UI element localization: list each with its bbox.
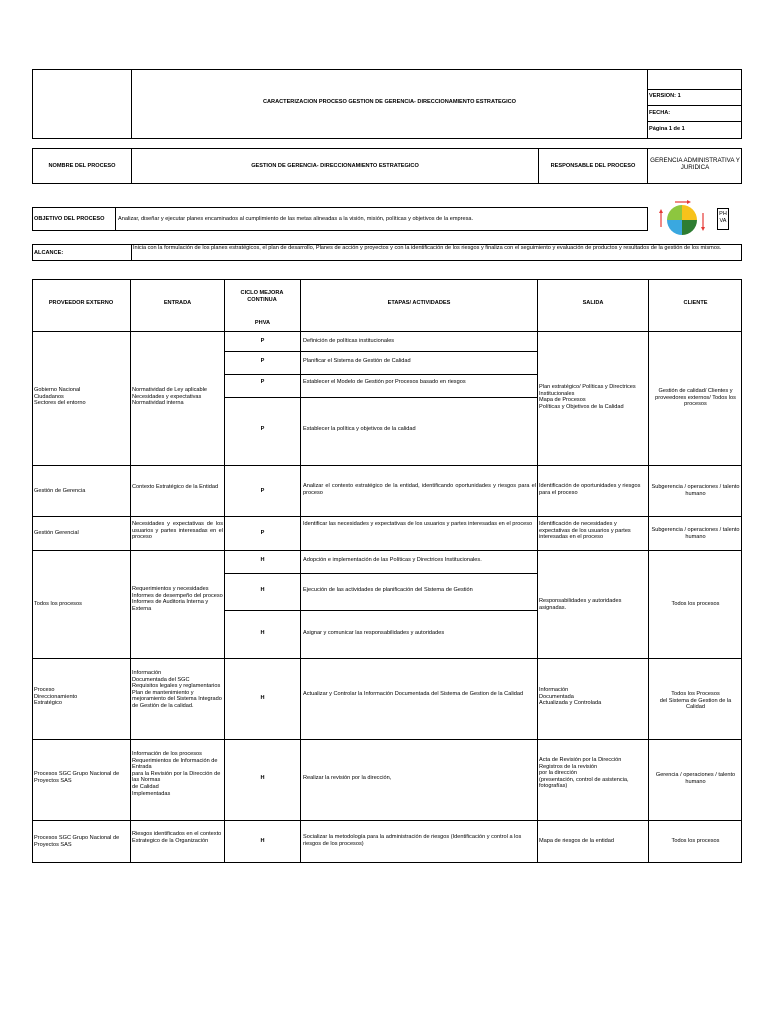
group-1-proveedor: Gobierno Nacional Ciudadanos Sectores del entorno — [34, 387, 86, 407]
group-7-entrada: Riesgos identificados en el contexto Estrategico de la Organización — [132, 831, 222, 844]
group-5-salida: Información Documentada Actualizada y Controlada — [539, 687, 602, 707]
group-3-salida: Identificación de necesidades y expectativas de los usuarios y partes interesadas en el proceso — [539, 521, 631, 541]
group-7-row-1-actividad: Socializar la metodología para la administración de riesgos (Identificación y control a los riesgos de los procesos) — [303, 834, 522, 847]
group-1-row-2-phva: P — [260, 358, 265, 364]
process-name-label: NOMBRE DEL PROCESO — [48, 163, 116, 169]
responsible-value: GERENCIA ADMINISTRATIVA Y JURIDICA — [650, 157, 740, 171]
fecha-label: FECHA: — [649, 110, 671, 116]
phva-cycle-graphic — [657, 199, 707, 241]
group-1-row-4-actividad: Establecer la política y objetivos de la calidad — [303, 426, 416, 432]
group-4-row-1-phva: H — [260, 557, 265, 563]
group-6-row-1-actividad: Realizar la revisión por la dirección, — [303, 775, 392, 781]
phva-box-text: PH VA — [719, 211, 727, 224]
group-1-row-1-actividad: Definición de políticas institucionales — [303, 338, 395, 344]
group-4-row-1-actividad: Adopción e implementación de las Políticas y Directrices Institucionales. — [303, 557, 482, 563]
scope-text: Inicia con la formulación de los planes estratégicos, el plan de desarrollo, Planes de acción y proyectos y con la identificación de los riesgos y finaliza con el seguimiento y evaluación de productos y resultados de la gestión de los mismos. — [133, 245, 722, 251]
group-5-row-1-phva: H — [260, 695, 265, 701]
header-salida: SALIDA — [582, 300, 604, 306]
group-5-row-1-actividad: Actualizar y Controlar la Información Documentada del Sistema de Gestion de la Calidad — [303, 691, 524, 697]
group-2-proveedor: Gestión de Gerencia — [34, 488, 86, 494]
group-6-cliente: Gerencia / operaciones / talento humano — [655, 772, 736, 785]
pagina-label: Página 1 de 1 — [649, 126, 685, 132]
group-4-row-2-actividad: Ejecución de las actividades de planificación del Sistema de Gestión — [303, 587, 473, 593]
group-6-salida: Acta de Revisión por la Dirección Registros de la revisión por la dirección (presentación, control de asistencia, fotografías) — [539, 757, 629, 790]
group-7-cliente: Todos los procesos — [671, 838, 720, 844]
group-2-entrada: Contexto Estratégico de la Entidad — [132, 484, 219, 490]
header-etapas: ETAPAS/ ACTIVIDADES — [387, 300, 451, 306]
responsible-label: RESPONSABLE DEL PROCESO — [550, 163, 636, 169]
group-2-row-1-actividad: Analizar el contexto estratégico de la entidad, identificando oportunidades y riesgos para el proceso — [303, 483, 536, 496]
group-6-entrada: Información de los procesos Requerimientos de Información de Entrada para la Revisión por la Dirección de las Normas de Calidad Implementadas — [132, 751, 221, 797]
group-5-cliente: Todos los Procesos del Sistema de Gestion de la Calidad — [659, 691, 732, 711]
group-4-row-3-actividad: Asignar y comunicar las responsabilidades y autoridades — [303, 630, 445, 636]
group-6-proveedor: Procesos SGC Grupo Nacional de Proyectos SAS — [34, 771, 120, 784]
group-1-row-3-actividad: Establecer el Modelo de Gestión por Procesos basado en riesgos — [303, 379, 466, 385]
objective-text: Analizar, diseñar y ejecutar planes encaminados al cumplimiento de las metas alineadas a la visión, misión, políticas y objetivos de la empresa. — [118, 216, 474, 222]
group-3-entrada: Necesidades y expectativas de los usuarios y partes interesadas en el proceso — [132, 521, 223, 541]
group-3-row-1-phva: P — [260, 530, 265, 536]
version-label: VERSION: 1 — [649, 93, 681, 99]
group-4-salida: Responsabilidades y autoridades asignadas. — [539, 598, 622, 611]
group-6-row-1-phva: H — [260, 775, 265, 781]
group-1-row-3-phva: P — [260, 379, 265, 385]
group-5-entrada: Información Documentada del SGC Requisitos legales y reglamentarios Plan de mantenimiento y mejoramiento del Sistema Integrado de Gestión de la calidad. — [132, 670, 222, 709]
phva-cycle-icon — [657, 199, 707, 241]
group-1-cliente: Gestión de calidad/ Clientes y proveedores externos/ Todos los procesos — [655, 388, 736, 408]
group-4-row-3-phva: H — [260, 630, 265, 636]
group-1-row-1-phva: P — [260, 338, 265, 344]
group-3-row-1-actividad: Identificar las necesidades y expectativas de los usuarios y partes interesadas en el proceso — [303, 521, 533, 527]
group-7-proveedor: Procesos SGC Grupo Nacional de Proyectos SAS — [34, 835, 120, 848]
group-3-cliente: Subgerencia / operaciones / talento humano — [651, 527, 740, 540]
header-proveedor: PROVEEDOR EXTERNO — [48, 300, 114, 306]
group-4-entrada: Requerimientos y necesidades Informes de desempeño del proceso Informes de Auditoria Interna y Externa — [132, 586, 223, 612]
group-1-row-2-actividad: Planificar el Sistema de Gestión de Calidad — [303, 358, 411, 364]
group-7-salida: Mapa de riesgos de la entidad — [539, 838, 614, 844]
group-1-salida: Plan estratégico/ Políticas y Directrices Institucionales Mapa de Procesos Políticas y Objetivos de la Calidad — [539, 384, 636, 410]
header-phva: PHVA — [254, 320, 271, 326]
group-1-entrada: Normatividad de Ley aplicable Necesidades y expectativas Normatividad interna — [132, 387, 207, 407]
group-7-row-1-phva: H — [260, 838, 265, 844]
group-3-proveedor: Gestión Gerencial — [34, 530, 79, 536]
group-4-row-2-phva: H — [260, 587, 265, 593]
group-4-cliente: Todos los procesos — [671, 601, 720, 607]
scope-label: ALCANCE: — [34, 250, 64, 256]
group-5-proveedor: Proceso Direccionamiento Estratégico — [34, 687, 78, 707]
group-4-proveedor: Todos los procesos — [34, 601, 82, 607]
objective-label: OBJETIVO DEL PROCESO — [34, 216, 105, 222]
group-2-salida: Identificación de oportunidades y riesgos para el proceso — [539, 483, 641, 496]
header-ciclo: CICLO MEJORA CONTINUA — [240, 290, 284, 303]
group-1-row-4-phva: P — [260, 426, 265, 432]
phva-box — [717, 208, 729, 230]
header-cliente: CLIENTE — [683, 300, 708, 306]
group-2-cliente: Subgerencia / operaciones / talento humano — [651, 484, 740, 497]
process-name-value: GESTION DE GERENCIA- DIRECCIONAMIENTO ESTRATEGICO — [251, 163, 419, 169]
document-title: CARACTERIZACIÓN PROCESO GESTION DE GERENCIA- DIRECCIONAMIENTO ESTRATEGICO — [262, 99, 517, 105]
header-entrada: ENTRADA — [163, 300, 192, 306]
group-2-row-1-phva: P — [260, 488, 265, 494]
